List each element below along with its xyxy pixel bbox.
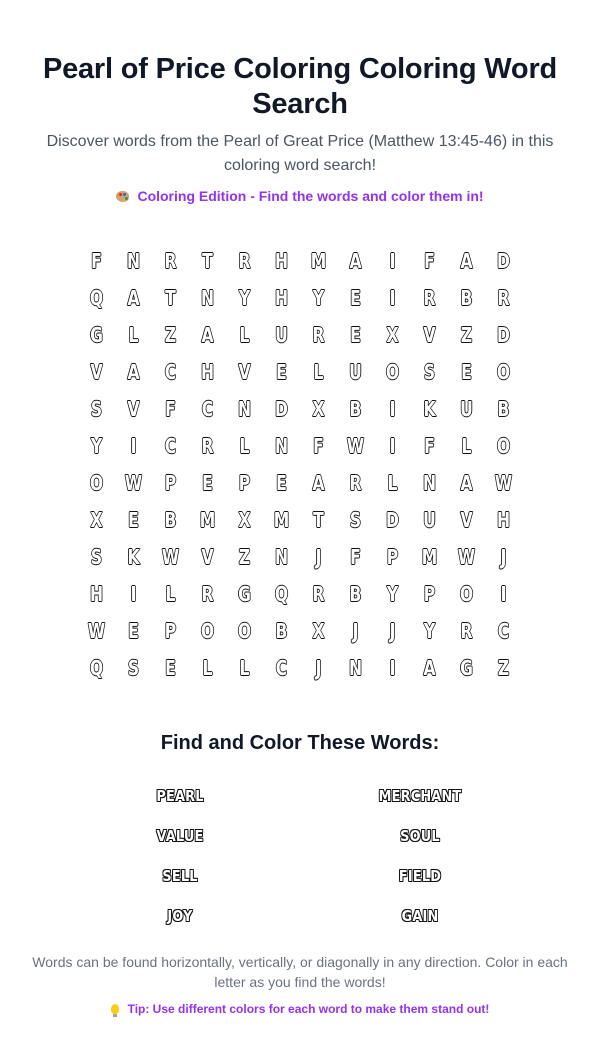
grid-cell[interactable]: D xyxy=(275,396,288,421)
grid-cell[interactable]: E xyxy=(128,507,139,532)
grid-cell[interactable]: Y xyxy=(386,581,399,606)
grid-cell[interactable]: E xyxy=(276,470,287,495)
grid-cell[interactable]: I xyxy=(389,655,396,680)
word-list-heading: Find and Color These Words: xyxy=(160,732,440,754)
grid-cell[interactable]: J xyxy=(315,655,322,680)
grid-cell[interactable]: O xyxy=(459,581,474,606)
grid-cell[interactable]: G xyxy=(90,322,103,347)
grid-cell[interactable]: Y xyxy=(423,618,436,643)
grid-cell[interactable]: K xyxy=(423,396,436,421)
grid-cell[interactable]: R xyxy=(460,618,473,643)
grid-cell[interactable]: C xyxy=(497,618,510,643)
grid-cell[interactable]: Z xyxy=(460,322,473,347)
grid-cell[interactable]: A xyxy=(460,470,473,495)
grid-cell[interactable]: A xyxy=(423,655,436,680)
grid-cell[interactable]: A xyxy=(201,322,214,347)
grid-cell[interactable]: A xyxy=(127,359,140,384)
page-subtitle: Discover words from the Pearl of Great Price (Matthew 13:45-46) in this coloring word search! xyxy=(46,133,554,174)
instructions-text: Words can be found horizontally, vertically, or diagonally in any direction. Color in each letter as you find the words! xyxy=(32,954,568,990)
grid-cell[interactable]: L xyxy=(461,433,472,458)
grid-cell[interactable]: J xyxy=(500,544,507,569)
grid-cell[interactable]: B xyxy=(349,581,362,606)
grid-cell[interactable]: F xyxy=(424,433,435,458)
grid-cell[interactable]: R xyxy=(238,248,251,273)
grid-cell[interactable]: O xyxy=(200,618,215,643)
grid-cell[interactable]: A xyxy=(349,248,362,273)
grid-cell[interactable]: L xyxy=(165,581,176,606)
grid-cell[interactable]: P xyxy=(238,470,251,495)
grid-cell[interactable]: T xyxy=(202,248,213,273)
word-list-item: SELL xyxy=(162,867,198,885)
grid-cell[interactable]: W xyxy=(457,544,476,569)
grid-cell[interactable]: S xyxy=(90,396,103,421)
grid-cell[interactable]: Y xyxy=(90,433,103,458)
grid-cell[interactable]: E xyxy=(202,470,213,495)
grid-cell[interactable]: Y xyxy=(312,285,325,310)
edition-text: Coloring Edition - Find the words and color them in! xyxy=(137,188,484,204)
grid-cell[interactable]: K xyxy=(127,544,140,569)
grid-cell[interactable]: J xyxy=(389,618,396,643)
grid-cell[interactable]: Y xyxy=(238,285,251,310)
grid-cell[interactable]: I xyxy=(130,433,137,458)
grid-cell[interactable]: B xyxy=(349,396,362,421)
grid-cell[interactable]: T xyxy=(313,507,324,532)
grid-cell[interactable]: F xyxy=(350,544,361,569)
grid-cell[interactable]: H xyxy=(274,248,289,273)
grid-cell[interactable]: G xyxy=(238,581,251,606)
grid-cell[interactable]: R xyxy=(312,322,325,347)
grid-cell[interactable]: Z xyxy=(164,322,177,347)
grid-cell[interactable]: E xyxy=(128,618,139,643)
grid-cell[interactable]: L xyxy=(313,359,324,384)
lightbulb-icon xyxy=(111,1004,119,1014)
grid-cell[interactable]: X xyxy=(312,396,325,421)
grid-cell[interactable]: F xyxy=(91,248,102,273)
grid-cell[interactable]: R xyxy=(201,581,214,606)
grid-cell[interactable]: I xyxy=(389,285,396,310)
grid-cell[interactable]: C xyxy=(275,655,288,680)
grid-cell[interactable]: M xyxy=(199,507,216,532)
page-title: Pearl of Price Coloring Coloring Word Search xyxy=(42,53,558,120)
grid-cell[interactable]: U xyxy=(275,322,288,347)
grid-cell[interactable]: I xyxy=(389,433,396,458)
grid-cell[interactable]: R xyxy=(201,433,214,458)
grid-cell[interactable]: Q xyxy=(89,285,104,310)
grid-cell[interactable]: P xyxy=(386,544,399,569)
grid-cell[interactable]: R xyxy=(497,285,510,310)
word-list-item: GAIN xyxy=(401,907,439,925)
grid-cell[interactable]: H xyxy=(496,507,511,532)
tip-banner xyxy=(20,1000,580,1018)
grid-cell[interactable]: N xyxy=(422,470,437,495)
grid-cell[interactable]: Z xyxy=(238,544,251,569)
grid-cell[interactable]: U xyxy=(423,507,436,532)
grid-cell[interactable]: M xyxy=(310,248,327,273)
grid-cell[interactable]: R xyxy=(423,285,436,310)
grid-cell[interactable]: V xyxy=(90,359,103,384)
grid-cell[interactable]: V xyxy=(238,359,251,384)
grid-cell[interactable]: O xyxy=(89,470,104,495)
grid-cell[interactable]: P xyxy=(423,581,436,606)
grid-cell[interactable]: W xyxy=(494,470,513,495)
grid-cell[interactable]: A xyxy=(312,470,325,495)
grid-cell[interactable]: E xyxy=(350,322,361,347)
grid-cell[interactable]: D xyxy=(386,507,399,532)
grid-cell[interactable]: W xyxy=(124,470,143,495)
grid-cell[interactable]: T xyxy=(165,285,176,310)
grid-cell[interactable]: Q xyxy=(274,581,289,606)
grid-cell[interactable]: R xyxy=(164,248,177,273)
grid-cell[interactable]: I xyxy=(500,581,507,606)
grid-cell[interactable]: U xyxy=(460,396,473,421)
grid-cell[interactable]: R xyxy=(349,470,362,495)
grid-cell[interactable]: N xyxy=(237,396,252,421)
grid-cell[interactable]: V xyxy=(127,396,140,421)
letter-grid xyxy=(78,242,522,686)
grid-cell[interactable]: I xyxy=(389,248,396,273)
word-list-item: MERCHANT xyxy=(378,787,462,805)
grid-cell[interactable]: V xyxy=(423,322,436,347)
grid-cell[interactable]: N xyxy=(274,433,289,458)
grid-cell[interactable]: S xyxy=(127,655,140,680)
grid-cell[interactable]: N xyxy=(200,285,215,310)
grid-cell[interactable]: E xyxy=(165,655,176,680)
grid-cell[interactable]: U xyxy=(349,359,362,384)
grid-cell[interactable]: O xyxy=(237,618,252,643)
grid-cell[interactable]: Z xyxy=(497,655,510,680)
grid-cell[interactable]: N xyxy=(348,655,363,680)
grid-cell[interactable]: V xyxy=(460,507,473,532)
grid-cell[interactable]: B xyxy=(460,285,473,310)
grid-cell[interactable]: P xyxy=(164,618,177,643)
grid-cell[interactable]: A xyxy=(460,248,473,273)
grid-cell[interactable]: V xyxy=(201,544,214,569)
grid-cell[interactable]: S xyxy=(90,544,103,569)
grid-cell[interactable]: W xyxy=(87,618,106,643)
grid-cell[interactable]: D xyxy=(497,248,510,273)
word-list-item: PEARL xyxy=(156,787,204,805)
grid-cell[interactable]: H xyxy=(89,581,104,606)
grid-cell[interactable]: F xyxy=(165,396,176,421)
grid-cell[interactable]: X xyxy=(238,507,251,532)
grid-cell[interactable]: O xyxy=(385,359,400,384)
grid-cell[interactable]: E xyxy=(350,285,361,310)
grid-cell[interactable]: L xyxy=(239,433,250,458)
grid-cell[interactable]: I xyxy=(130,581,137,606)
grid-cell[interactable]: N xyxy=(274,544,289,569)
tip-text: Tip: Use different colors for each word to make them stand out! xyxy=(127,1002,490,1016)
grid-cell[interactable]: D xyxy=(497,322,510,347)
grid-cell[interactable]: W xyxy=(346,433,365,458)
word-list-item: SOUL xyxy=(400,827,440,845)
grid-cell[interactable]: E xyxy=(461,359,472,384)
grid-cell[interactable]: W xyxy=(161,544,180,569)
grid-cell[interactable]: L xyxy=(202,655,213,680)
grid-cell[interactable]: L xyxy=(239,655,250,680)
grid-cell[interactable]: M xyxy=(273,507,290,532)
grid-cell[interactable]: S xyxy=(349,507,362,532)
edition-banner xyxy=(20,186,580,206)
word-list-item: FIELD xyxy=(398,867,442,885)
grid-cell[interactable]: S xyxy=(423,359,436,384)
grid-cell[interactable]: O xyxy=(496,433,511,458)
grid-cell[interactable]: B xyxy=(164,507,177,532)
grid-cell[interactable]: I xyxy=(389,396,396,421)
grid-cell[interactable]: C xyxy=(164,359,177,384)
grid-cell[interactable]: A xyxy=(127,285,140,310)
grid-cell[interactable]: L xyxy=(128,322,139,347)
grid-cell[interactable]: E xyxy=(276,359,287,384)
grid-cell[interactable]: B xyxy=(275,618,288,643)
grid-cell[interactable]: L xyxy=(387,470,398,495)
grid-cell[interactable]: F xyxy=(313,433,324,458)
word-list-item: JOY xyxy=(167,907,193,925)
palette-icon xyxy=(116,191,129,202)
grid-cell[interactable]: G xyxy=(460,655,473,680)
grid-cell[interactable]: F xyxy=(424,248,435,273)
grid-cell[interactable]: P xyxy=(164,470,177,495)
grid-cell[interactable]: R xyxy=(312,581,325,606)
grid-cell[interactable]: C xyxy=(164,433,177,458)
grid-cell[interactable]: Q xyxy=(89,655,104,680)
grid-cell[interactable]: O xyxy=(496,359,511,384)
grid-cell[interactable]: X xyxy=(90,507,103,532)
grid-cell[interactable]: M xyxy=(421,544,438,569)
word-list-item: VALUE xyxy=(156,827,204,845)
grid-cell[interactable]: H xyxy=(200,359,215,384)
grid-cell[interactable]: J xyxy=(315,544,322,569)
grid-cell[interactable]: B xyxy=(497,396,510,421)
grid-cell[interactable]: X xyxy=(312,618,325,643)
grid-cell[interactable]: X xyxy=(386,322,399,347)
grid-cell[interactable]: J xyxy=(352,618,359,643)
grid-cell[interactable]: L xyxy=(239,322,250,347)
grid-cell[interactable]: N xyxy=(126,248,141,273)
grid-cell[interactable]: C xyxy=(201,396,214,421)
grid-cell[interactable]: H xyxy=(274,285,289,310)
word-list xyxy=(60,776,540,936)
